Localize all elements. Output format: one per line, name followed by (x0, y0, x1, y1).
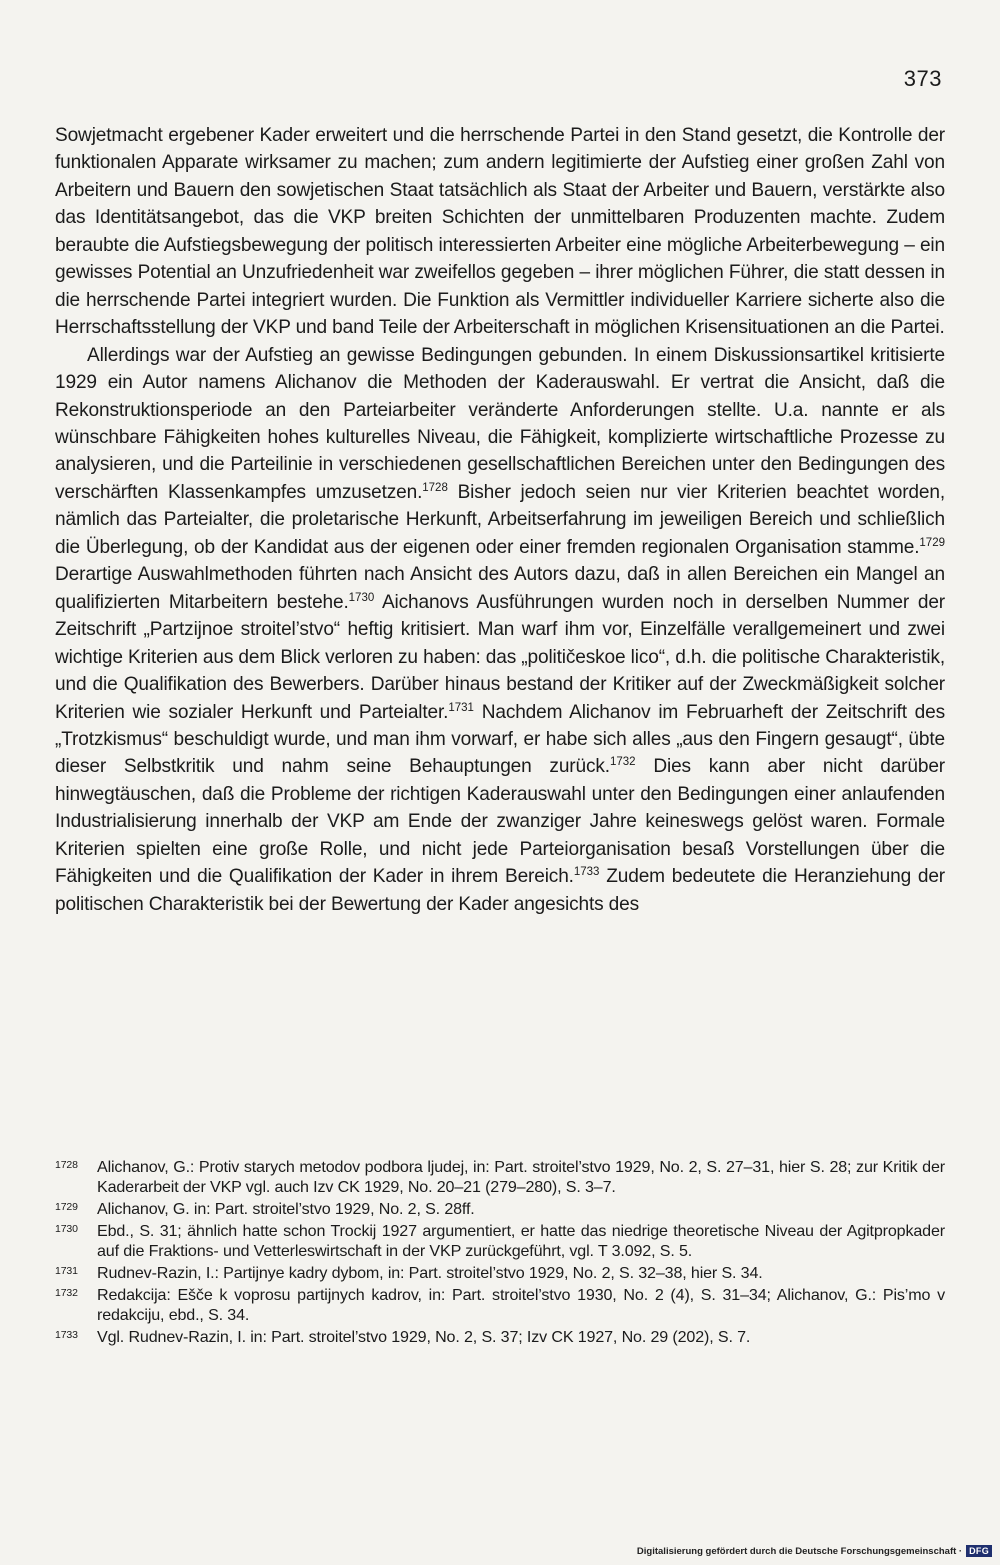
footnote-ref: 1732 (609, 756, 636, 769)
footnote (55, 1285, 945, 1326)
footnote (55, 1263, 945, 1283)
text-run: Aichanovs Ausführungen wurden noch in derselben Nummer der Zeitschrift „Partzijnoe stroitel’stvo“ heftig kritisiert. Man warf ihm vor, Einzelfälle verallgemeinert und zwei wichtige Kriterien aus dem Blick verloren zu haben: das „političeskoe lico“, d.h. die politische Charakteristik, und die Qualifikation des Bewerbers. Darüber hinaus bestand der Kritiker auf der Zweckmäßigkeit solcher Kriterien wie sozialer Herkunft und Parteialter. (55, 591, 945, 723)
dfg-logo: DFG (966, 1545, 992, 1557)
footnote-text: Alichanov, G.: Protiv starych metodov podbora ljudej, in: Part. stroitel’stvo 1929, No. 2, S. 27–31, hier S. 28; zur Kritik der Kaderarbeit der VKP vgl. auch Izv CK 1929, No. 20–21 (279–280), S. 3–7. (97, 1158, 945, 1197)
text-run: Sowjetmacht ergebener Kader erweitert und die herrschende Partei in den Stand gesetzt, die Kontrolle der funktionalen Apparate wirksamer zu machen; zum andern legitimierte der Aufstieg einer großen Zahl von Arbeitern und Bauern den sowjetischen Staat tatsächlich als Staat der Arbeiter und Bauern, verstärkte also das Identitätsangebot, das die VKP breiten Schichten der unmittelbaren Produzenten machte. Zudem beraubte die Aufstiegsbewegung der politisch interessierten Arbeiter eine mögliche Arbeiterbewegung – ein gewisses Potential an Unzufriedenheit war zweifellos gegeben – ihrer möglichen Führer, die statt dessen in die herrschende Partei integriert wurden. Die Funktion als Vermittler individueller Karriere sicherte also die Herrschaftsstellung der VKP und band Teile der Arbeiterschaft in möglichen Krisensituationen an die Partei. (55, 125, 945, 339)
footnote (55, 1327, 945, 1347)
footnote-text: Rudnev-Razin, I.: Partijnye kadry dybom, in: Part. stroitel’stvo 1929, No. 2, S. 32–38, hier S. 34. (97, 1263, 763, 1282)
footnote-ref: 1733 (573, 866, 600, 879)
footnote-number: 1730 (55, 1222, 78, 1235)
paragraph (55, 122, 945, 342)
paragraph (55, 342, 945, 919)
text-run: Zudem bedeutete die Heranziehung der politischen Charakteristik bei der Bewertung der Kader angesichts des (55, 866, 946, 915)
footnote-number: 1728 (55, 1159, 78, 1171)
footnote-text: Redakcija: Ešče k voprosu partijnych kadrov, in: Part. stroitel’stvo 1930, No. 2 (4), S. 31–34; Alichanov, G.: Pis’mo v redakciju, ebd., S. 34. (97, 1285, 945, 1325)
footnotes (55, 1157, 945, 1349)
footnote-ref: 1730 (348, 591, 375, 604)
text-run: Dies kann aber nicht darüber hinwegtäuschen, daß die Probleme der richtigen Kaderauswahl unter den Bedingungen einer anlaufenden Industrialisierung innerhalb der VKP am Ende der zwanziger Jahre keineswegs gelöst waren. Formale Kriterien spielten eine große Rolle, und nicht jede Parteiorganisation besaß Vorstellungen über die Fähigkeiten und die Qualifikation der Kader in ihrem Bereich. (55, 756, 945, 888)
footnote-number: 1729 (55, 1201, 78, 1214)
footnote-ref: 1731 (448, 701, 474, 714)
text-run: Derartige Auswahlmethoden führten nach Ansicht des Autors dazu, daß in allen Bereichen ein Mangel an qualifizierten Mitarbeitern bestehe. (55, 564, 945, 613)
footnote (55, 1199, 945, 1219)
body-text (55, 122, 945, 918)
footnote (55, 1157, 945, 1198)
footnote-text: Vgl. Rudnev-Razin, I. in: Part. stroitel’stvo 1929, No. 2, S. 37; Izv CK 1927, No. 29 (202), S. 7. (97, 1327, 751, 1346)
text-run: Allerdings war der Aufstieg an gewisse Bedingungen gebunden. In einem Diskussionsartikel kritisierte 1929 ein Autor namens Alichanov die Methoden der Kaderauswahl. Er vertrat die Ansicht, daß die Rekonstruktionsperiode an den Parteiarbeiter veränderte Anforderungen stellte. U.a. nannte er als wünschbare Fähigkeiten hohes kulturelles Niveau, die Fähigkeit, komplizierte wirtschaftliche Prozesse zu analysieren, und die Parteilinie in verschiedenen gesellschaftlichen Bereichen unter den Bedingungen des verschärften Klassenkampfes umzusetzen. (55, 344, 945, 503)
footnote-ref: 1728 (422, 481, 448, 494)
footnote-ref: 1729 (919, 536, 945, 549)
footnote-number: 1732 (55, 1286, 78, 1299)
footnote-text: Alichanov, G. in: Part. stroitel’stvo 1929, No. 2, S. 28ff. (97, 1200, 475, 1219)
text-run: Bisher jedoch seien nur vier Kriterien beachtet worden, nämlich das Parteialter, die proletarische Herkunft, Arbeitserfahrung im jeweiligen Bereich und schließlich die Überlegung, ob der Kandidat aus der eigenen oder einer fremden regionalen Organisation stamme. (55, 481, 945, 558)
footnote-text: Ebd., S. 31; ähnlich hatte schon Trockij 1927 argumentiert, er hatte das niedrige theoretische Niveau der Agitpropkader auf die Fraktions- und Vetterleswirtschaft in der VKP zurückgeführt, vgl. T 3.092, S. 5. (97, 1221, 945, 1261)
footnote (55, 1221, 945, 1262)
text-run: Nachdem Alichanov im Februarheft der Zeitschrift des „Trotzkismus“ beschuldigt wurde, und man ihm vorwarf, er habe sich alles „aus den Fingern gesaugt“, übte dieser Selbstkritik und nahm seine Behauptungen zurück. (55, 701, 945, 778)
footer-text: Digitalisierung gefördert durch die Deutsche Forschungsgemeinschaft · (636, 1545, 963, 1557)
page-number: 373 (903, 66, 942, 91)
footnote-number: 1731 (55, 1264, 78, 1277)
footer (637, 1545, 992, 1557)
footnote-number: 1733 (55, 1328, 78, 1341)
